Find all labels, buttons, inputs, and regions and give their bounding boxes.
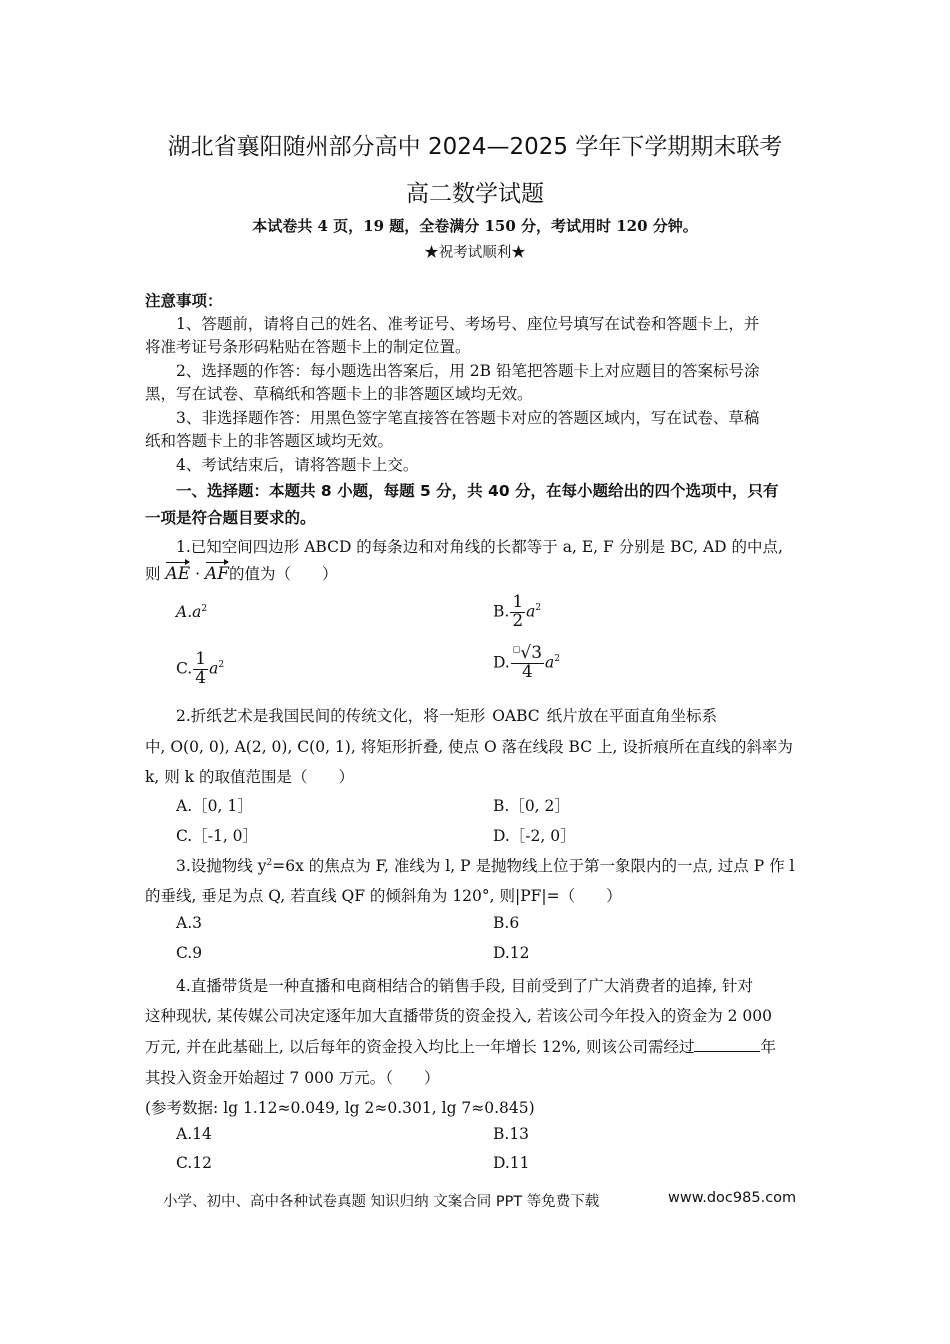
reference-data: (参考数据: lg 1.12≈0.049, lg 2≈0.301, lg 7≈0.845) bbox=[145, 1099, 535, 1117]
q4-option-a: A.14 bbox=[176, 1125, 212, 1143]
footer-text: 小学、初中、高中各种试卷真题 知识归纳 文案合同 PPT 等免费下载 bbox=[163, 1194, 600, 1210]
q1-option-b-label: B. bbox=[493, 602, 510, 621]
q1-option-b bbox=[493, 594, 541, 631]
question-4-text-cont bbox=[145, 1035, 776, 1057]
question-1-text: 1.已知空间四边形 ABCD 的每条边和对角线的长都等于 a, E, F 分别是 BC, AD 的中点, bbox=[176, 538, 783, 556]
q4-part-a: 万元, 并在此基础上, 以后每年的资金投入均比上一年增长 12%, 则该公司需经过 bbox=[145, 1038, 695, 1056]
var-a: a bbox=[526, 602, 536, 621]
q1-option-a-exp: 2 bbox=[201, 603, 208, 614]
var-a: a bbox=[545, 653, 555, 672]
q3-option-d: D.12 bbox=[493, 944, 530, 962]
question-4-text-cont: 其投入资金开始超过 7 000 万元。（ ） bbox=[145, 1069, 440, 1087]
q3-exp: 2 bbox=[266, 857, 273, 868]
notice-line: 1、答题前，请将自己的姓名、准考证号、考场号、座位号填写在试卷和答题卡上，并 bbox=[176, 315, 760, 333]
sqrt-3: √3 bbox=[520, 643, 543, 663]
q4-option-b: B.13 bbox=[493, 1125, 530, 1143]
question-2-text: 2.折纸艺术是我国民间的传统文化，将一矩形 OABC 纸片放在平面直角坐标系 bbox=[176, 707, 718, 725]
notice-line: 将准考证号条形码粘贴在答题卡上的制定位置。 bbox=[145, 338, 471, 356]
exam-info: 本试卷共 4 页，19 题，全卷满分 150 分，考试用时 120 分钟。 bbox=[252, 217, 698, 235]
good-luck-line: ★祝考试顺利★ bbox=[424, 245, 526, 261]
numerator: 1 bbox=[512, 592, 524, 612]
vector-ae: AE bbox=[165, 560, 190, 584]
exp: 2 bbox=[218, 660, 225, 671]
question-2-text-cont: k, 则 k 的取值范围是（ ） bbox=[145, 768, 354, 786]
denominator: 4 bbox=[195, 667, 207, 688]
denominator: 2 bbox=[512, 610, 524, 631]
q3-part-b: =6x 的焦点为 F, 准线为 l, P 是抛物线上位于第一象限内的一点, 过点 P 作 l bbox=[272, 857, 795, 875]
answer-blank bbox=[694, 1037, 760, 1052]
q1-option-d-label: D. bbox=[493, 653, 510, 672]
question-4-text: 4.直播带货是一种直播和电商相结合的销售手段, 目前受到了广大消费者的追捧, 针对 bbox=[176, 977, 753, 995]
question-2-text-cont: 中, O(0, 0), A(2, 0), C(0, 1), 将矩形折叠, 使点 O 落在线段 BC 上, 设折痕所在直线的斜率为 bbox=[145, 738, 793, 756]
notice-line: 黑，写在试卷、草稿纸和答题卡上的非答题区域均无效。 bbox=[145, 385, 533, 403]
q1-option-a bbox=[176, 603, 207, 621]
q1-then: 则 bbox=[145, 565, 161, 583]
exam-title: 湖北省襄阳随州部分高中 2024—2025 学年下学期期末联考 bbox=[167, 134, 783, 160]
fraction-half bbox=[510, 594, 525, 631]
q3-option-a: A.3 bbox=[176, 914, 202, 932]
question-3-text-cont: 的垂线, 垂足为点 Q, 若直线 QF 的倾斜角为 120°, 则|PF|=（ ） bbox=[145, 887, 622, 905]
notice-line: 2、选择题的作答：每小题选出答案后，用 2B 铅笔把答题卡上对应题目的答案标号涂 bbox=[176, 362, 760, 380]
vector-af: AF bbox=[205, 560, 229, 584]
notice-line: 4、考试结束后，请将答题卡上交。 bbox=[176, 456, 419, 474]
root-index-box: □ bbox=[512, 644, 521, 654]
q2-option-b: B.［0, 2］ bbox=[493, 797, 570, 815]
var-a: a bbox=[209, 659, 219, 678]
section-heading-cont: 一项是符合题目要求的。 bbox=[145, 509, 316, 527]
subject-title: 高二数学试题 bbox=[406, 181, 544, 207]
q1-option-d bbox=[493, 645, 560, 682]
section-heading: 一、选择题：本题共 8 小题，每题 5 分，共 40 分，在每小题给出的四个选项中，只有 bbox=[176, 482, 779, 500]
fraction-quarter bbox=[193, 651, 208, 688]
notice-line: 3、非选择题作答：用黑色签字笔直接答在答题卡对应的答题区域内，写在试卷、草稿 bbox=[176, 409, 760, 427]
q2-option-a: A.［0, 1］ bbox=[176, 797, 253, 815]
denominator: 4 bbox=[522, 661, 533, 682]
q4-option-c: C.12 bbox=[176, 1154, 212, 1172]
exp: 2 bbox=[554, 654, 561, 665]
question-4-text-cont: 这种现状, 某传媒公司决定逐年加大直播带货的资金投入, 若该公司今年投入的资金为 2 000 bbox=[145, 1007, 773, 1025]
exp: 2 bbox=[535, 603, 542, 614]
question-3-text bbox=[176, 854, 794, 876]
q1-dot: · bbox=[195, 565, 201, 583]
footer-url[interactable]: www.doc985.com bbox=[668, 1190, 797, 1206]
q1-option-c-label: C. bbox=[176, 659, 193, 678]
q1-option-a-text: A.a bbox=[176, 603, 202, 621]
q3-option-c: C.9 bbox=[176, 944, 203, 962]
notice-line: 纸和答题卡上的非答题区域均无效。 bbox=[145, 432, 394, 450]
q2-option-c: C.［-1, 0］ bbox=[176, 827, 259, 845]
q4-part-b: 年 bbox=[760, 1038, 776, 1056]
q3-option-b: B.6 bbox=[493, 914, 520, 932]
q3-part-a: 3.设抛物线 y bbox=[176, 857, 267, 875]
q1-option-c bbox=[176, 651, 224, 688]
fraction-root3-over-4 bbox=[511, 645, 544, 682]
notice-heading: 注意事项： bbox=[145, 291, 223, 310]
q1-tail: 的值为（ ） bbox=[229, 565, 338, 583]
numerator: 1 bbox=[195, 649, 207, 669]
question-1-expression bbox=[145, 560, 338, 584]
q2-option-d: D.［-2, 0］ bbox=[493, 827, 576, 845]
q4-option-d: D.11 bbox=[493, 1154, 530, 1172]
